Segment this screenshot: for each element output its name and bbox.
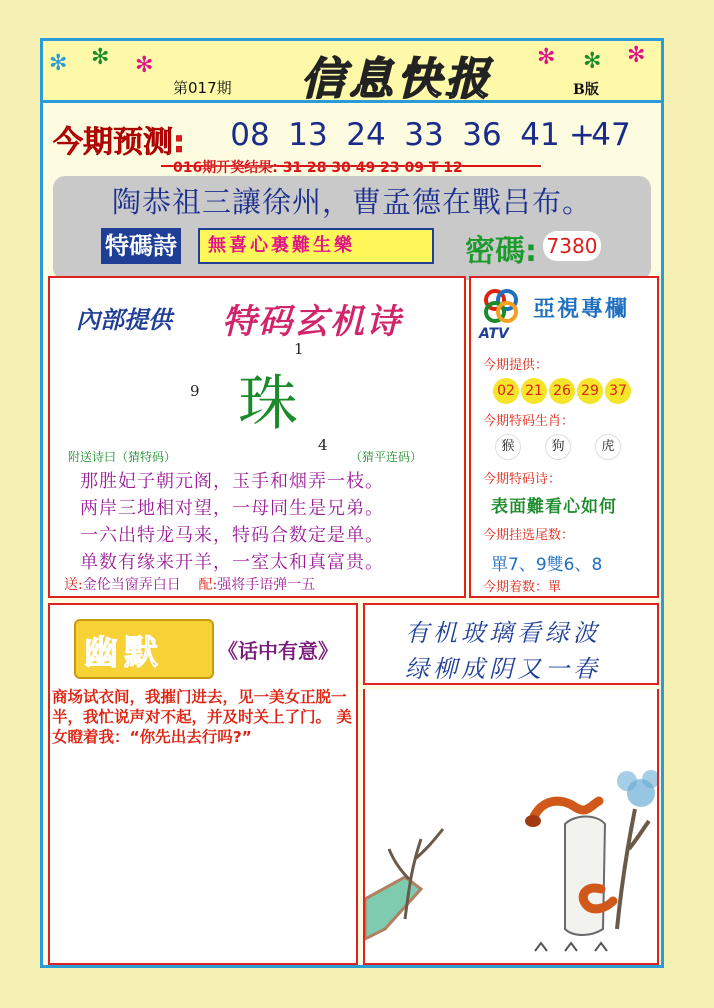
snake-scene-image	[365, 689, 657, 961]
number-ball: 26	[549, 378, 575, 404]
atv-title: 亞視專欄	[533, 296, 630, 322]
send-label: 送:	[64, 577, 83, 593]
zodiac-badge: 虎	[595, 434, 621, 460]
poem-label: 今期特码诗：	[483, 472, 562, 487]
digit-top: 1	[294, 340, 304, 358]
atv-logo-text: ATV	[479, 326, 509, 342]
atv-logo-icon	[481, 286, 521, 326]
atv-panel	[469, 276, 659, 598]
edition-label: B版	[573, 82, 599, 98]
hint-character: 珠	[238, 369, 298, 439]
prediction-number: 33	[404, 117, 444, 153]
prediction-number: 36	[462, 117, 502, 153]
number-ball: 37	[605, 378, 631, 404]
flower-icon: ✻	[49, 51, 68, 76]
poem-line: 两岸三地相对望，一母同生是兄弟。	[80, 498, 384, 519]
last-result: 016期开奖结果: 31 28 30 49 23 09 T 12	[173, 160, 463, 176]
number-ball: 21	[521, 378, 547, 404]
sub-right: （猜平连码）	[350, 450, 423, 464]
calligraphy-line: 绿柳成阴又一春	[405, 655, 601, 683]
poem-line: 一六出特龙马来，特码合数定是单。	[80, 525, 384, 546]
page-frame	[40, 38, 664, 968]
humor-badge-text: 幽默	[84, 633, 164, 673]
humor-subtitle: 《话中有意》	[218, 639, 338, 663]
flower-icon: ✻	[91, 45, 110, 70]
calligraphy-line: 有机玻璃看绿波	[405, 619, 601, 647]
flower-icon: ✻	[583, 49, 602, 74]
zodiac-badge: 猴	[495, 434, 521, 460]
pair-label: 配:	[198, 577, 218, 593]
pair-text: 强将手语弹一五	[217, 577, 316, 593]
calligraphy-panel	[363, 603, 659, 685]
xuanji-poem	[80, 468, 384, 576]
digit-bottom: 4	[318, 436, 328, 454]
prediction-row	[43, 109, 661, 176]
flower-icon: ✻	[537, 45, 556, 70]
humor-badge	[74, 619, 214, 679]
xuanji-title: 特码玄机诗	[222, 302, 402, 342]
header	[43, 41, 661, 103]
poem-line: 单数有缘来开羊，一室太和真富贵。	[80, 552, 384, 573]
humor-panel	[48, 603, 358, 965]
send-row	[64, 574, 315, 594]
kan-label: 今期着数：單	[483, 580, 562, 595]
code-label: 密碼:	[465, 234, 537, 269]
prediction-number: 24	[346, 117, 386, 153]
xuanji-panel	[48, 276, 466, 598]
provider-label: 內部提供	[76, 306, 172, 334]
zodiac-label: 今期特码生肖：	[483, 414, 575, 429]
prediction-label: 今期预测:	[53, 125, 185, 160]
digit-left: 9	[190, 382, 200, 400]
prediction-number: 13	[288, 117, 328, 153]
special-number: 47	[591, 117, 631, 153]
prediction-number: 41	[520, 117, 560, 153]
tm-poem-text: 無喜心裏難生樂	[198, 228, 434, 264]
poem-headline: 陶恭祖三讓徐州，曹孟德在戰吕布。	[111, 185, 592, 219]
page-title: 信息快报	[301, 54, 493, 105]
snake-illustration	[363, 689, 659, 965]
joke-text: 商场试衣间，我摧门进去，见一美女正脱一半，我忙说声对不起，并及时关上了门。 美女瞪着我：“你先出去行吗?”	[52, 688, 352, 746]
zodiac-badge: 狗	[545, 434, 571, 460]
code-value: 7380	[543, 231, 601, 261]
flower-icon: ✻	[627, 43, 646, 68]
atv-poem: 表面難看心如何	[491, 497, 617, 517]
plus-sign: +	[569, 117, 595, 153]
number-ball: 29	[577, 378, 603, 404]
number-ball: 02	[493, 378, 519, 404]
tail-label: 今期挂选尾数：	[483, 528, 575, 543]
poem-box	[53, 176, 651, 280]
poem-line: 那胜妃子朝元阁，玉手和烟弄一枝。	[80, 471, 384, 492]
provide-label: 今期提供：	[483, 358, 549, 373]
prediction-number: 08	[230, 117, 270, 153]
issue-number: 第017期	[173, 79, 232, 97]
send-text: 金伦当窗弄白日	[82, 577, 181, 593]
prediction-numbers	[221, 117, 633, 153]
sub-left: 附送诗曰（猜特码）	[68, 450, 177, 464]
tail-numbers: 單7、9雙6、8	[491, 555, 603, 575]
tm-poem-label: 特碼詩	[101, 228, 181, 264]
flower-icon: ✻	[135, 53, 154, 78]
